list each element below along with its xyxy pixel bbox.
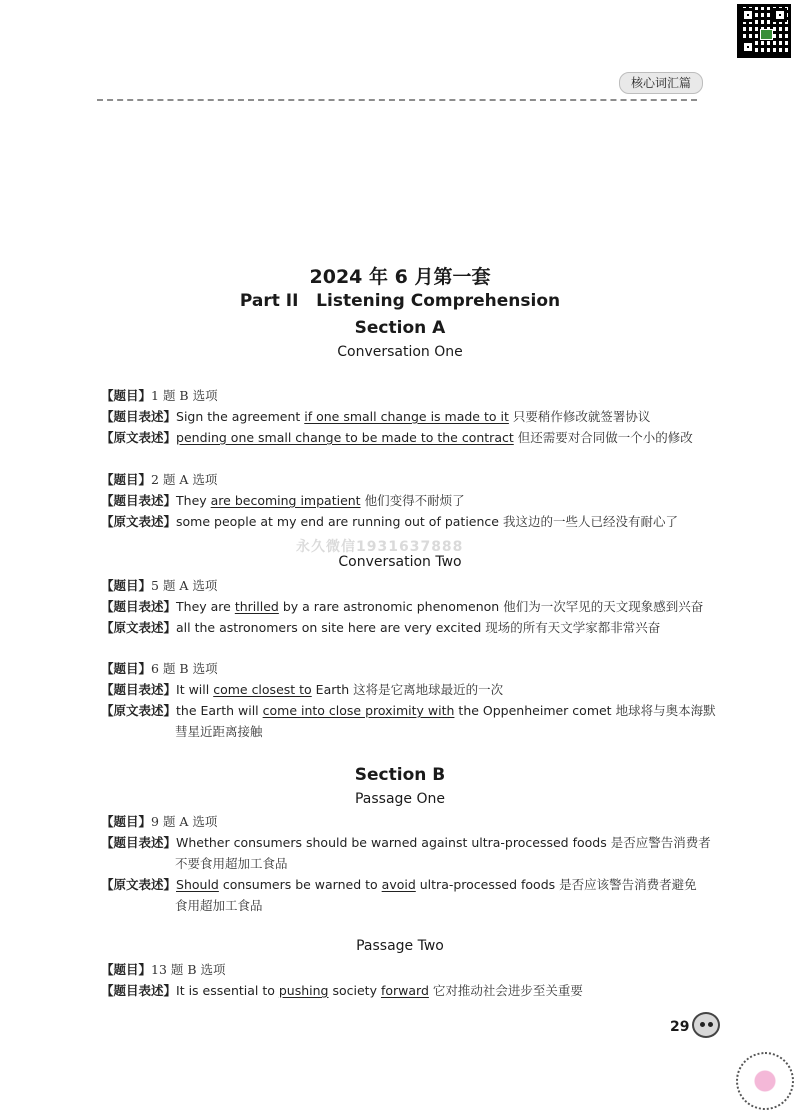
q2-stem-underlined: are becoming impatient — [210, 493, 361, 508]
q13-stem-underlined: pushing — [278, 983, 329, 998]
category-tag: 核心词汇篇 — [619, 72, 703, 94]
q6-item-row — [101, 658, 218, 679]
q5-original-translation: 现场的所有天文学家都非常兴奋 — [481, 620, 661, 635]
stem-label: 【题目表述】 — [101, 682, 177, 697]
q5-original-row — [101, 617, 660, 638]
stem-label: 【题目表述】 — [101, 409, 177, 424]
qr-code — [737, 4, 791, 58]
passage-one-heading: Passage One — [354, 791, 445, 807]
q1-original-underlined: pending one small change to be made to the contract — [176, 430, 514, 445]
qr-center-logo — [760, 29, 773, 40]
q5-item-row — [101, 575, 217, 596]
q6-stem-text: It will — [176, 682, 214, 697]
q5-item: 5 题 A 选项 — [151, 578, 218, 593]
q5-stem-text-after: by a rare astronomic phenomenon — [278, 599, 500, 614]
q9-original-translation: 是否应该警告消费者避免 — [555, 877, 697, 892]
q5-stem-translation: 他们为一次罕见的天文现象感到兴奋 — [499, 599, 704, 614]
section-a-heading: Section A — [354, 318, 446, 338]
original-label: 【原文表述】 — [101, 703, 177, 718]
q1-original-row — [101, 427, 693, 448]
original-label: 【原文表述】 — [101, 620, 177, 635]
q9-stem-translation: 是否应警告消费者 — [606, 835, 711, 850]
original-label: 【原文表述】 — [101, 514, 177, 529]
q9-original-row — [101, 874, 697, 895]
passage-two-heading: Passage Two — [356, 938, 444, 954]
q13-stem-text: It is essential to — [176, 983, 279, 998]
q1-item-row — [101, 385, 218, 406]
q2-original-text: some people at my end are running out of patience — [176, 514, 499, 529]
q6-stem-translation: 这将是它离地球最近的一次 — [349, 682, 504, 697]
item-label: 【题目】 — [101, 388, 152, 403]
q13-stem-underlined: forward — [380, 983, 429, 998]
q9-original-underlined: Should — [176, 877, 219, 892]
q1-stem-text: Sign the agreement — [176, 409, 305, 424]
q2-original-row — [101, 511, 678, 532]
item-label: 【题目】 — [101, 962, 152, 977]
q6-item: 6 题 B 选项 — [151, 661, 218, 676]
q9-stem-text: Whether consumers should be warned against ultra-processed foods — [176, 835, 607, 850]
section-b-heading: Section B — [354, 765, 446, 785]
q5-stem-underlined: thrilled — [234, 599, 279, 614]
q2-stem-translation: 他们变得不耐烦了 — [360, 493, 465, 508]
q1-stem-row — [101, 406, 650, 427]
conversation-one-heading: Conversation One — [337, 344, 463, 360]
watermark: 永久微信1931637888 — [296, 539, 464, 555]
mini-program-code-icon — [736, 1052, 794, 1110]
q9-item: 9 题 A 选项 — [151, 814, 218, 829]
q13-stem-row — [101, 980, 583, 1001]
q1-item: 1 题 B 选项 — [151, 388, 218, 403]
q13-stem-translation: 它对推动社会进步至关重要 — [428, 983, 583, 998]
q2-original-translation: 我这边的一些人已经没有耐心了 — [498, 514, 678, 529]
q9-stem-row — [101, 832, 711, 853]
qr-finder-pattern — [773, 8, 787, 22]
item-label: 【题目】 — [101, 472, 152, 487]
page-number: 29 — [670, 1019, 690, 1035]
q5-original-text: all the astronomers on site here are very excited — [176, 620, 482, 635]
q5-stem-row — [101, 596, 703, 617]
conversation-two-heading: Conversation Two — [338, 554, 462, 570]
q9-item-row — [101, 811, 217, 832]
mascot-icon — [692, 1012, 720, 1038]
header-dashed-rule — [97, 99, 697, 101]
q6-original-translation: 地球将与奥本海默 — [611, 703, 716, 718]
q9-stem-continuation: 不要食用超加工食品 — [175, 856, 288, 871]
q9-original-underlined: avoid — [381, 877, 416, 892]
stem-label: 【题目表述】 — [101, 983, 177, 998]
q6-original-row — [101, 700, 716, 721]
q9-original-continuation: 食用超加工食品 — [175, 898, 263, 913]
item-label: 【题目】 — [101, 814, 152, 829]
q2-item: 2 题 A 选项 — [151, 472, 218, 487]
q6-original-underlined: come into close proximity with — [262, 703, 455, 718]
stem-label: 【题目表述】 — [101, 835, 177, 850]
q1-original-translation: 但还需要对合同做一个小的修改 — [513, 430, 693, 445]
q13-stem-text-mid: society — [328, 983, 381, 998]
q6-stem-row — [101, 679, 503, 700]
part-heading: Part II Listening Comprehension — [239, 291, 561, 311]
q6-stem-underlined: come closest to — [213, 682, 312, 697]
stem-label: 【题目表述】 — [101, 599, 177, 614]
q9-original-text: consumers be warned to — [218, 877, 382, 892]
q2-item-row — [101, 469, 217, 490]
q1-stem-underlined: if one small change is made to it — [304, 409, 509, 424]
qr-finder-pattern — [741, 8, 755, 22]
item-label: 【题目】 — [101, 661, 152, 676]
q9-original-text-after: ultra-processed foods — [415, 877, 556, 892]
stem-label: 【题目表述】 — [101, 493, 177, 508]
original-label: 【原文表述】 — [101, 877, 177, 892]
q1-stem-translation: 只要稍作修改就签署协议 — [508, 409, 651, 424]
q13-item-row — [101, 959, 226, 980]
q5-stem-text: They are — [176, 599, 235, 614]
q2-stem-text: They — [176, 493, 211, 508]
q6-original-continuation: 彗星近距离接触 — [175, 724, 263, 739]
qr-finder-pattern — [741, 40, 755, 54]
q6-original-text: the Earth will — [176, 703, 263, 718]
original-label: 【原文表述】 — [101, 430, 177, 445]
q6-stem-text-after: Earth — [311, 682, 350, 697]
q13-item: 13 题 B 选项 — [151, 962, 226, 977]
item-label: 【题目】 — [101, 578, 152, 593]
q2-stem-row — [101, 490, 465, 511]
page-title: 2024 年 6 月第一套 — [309, 266, 491, 288]
q6-original-text-after: the Oppenheimer comet — [454, 703, 612, 718]
